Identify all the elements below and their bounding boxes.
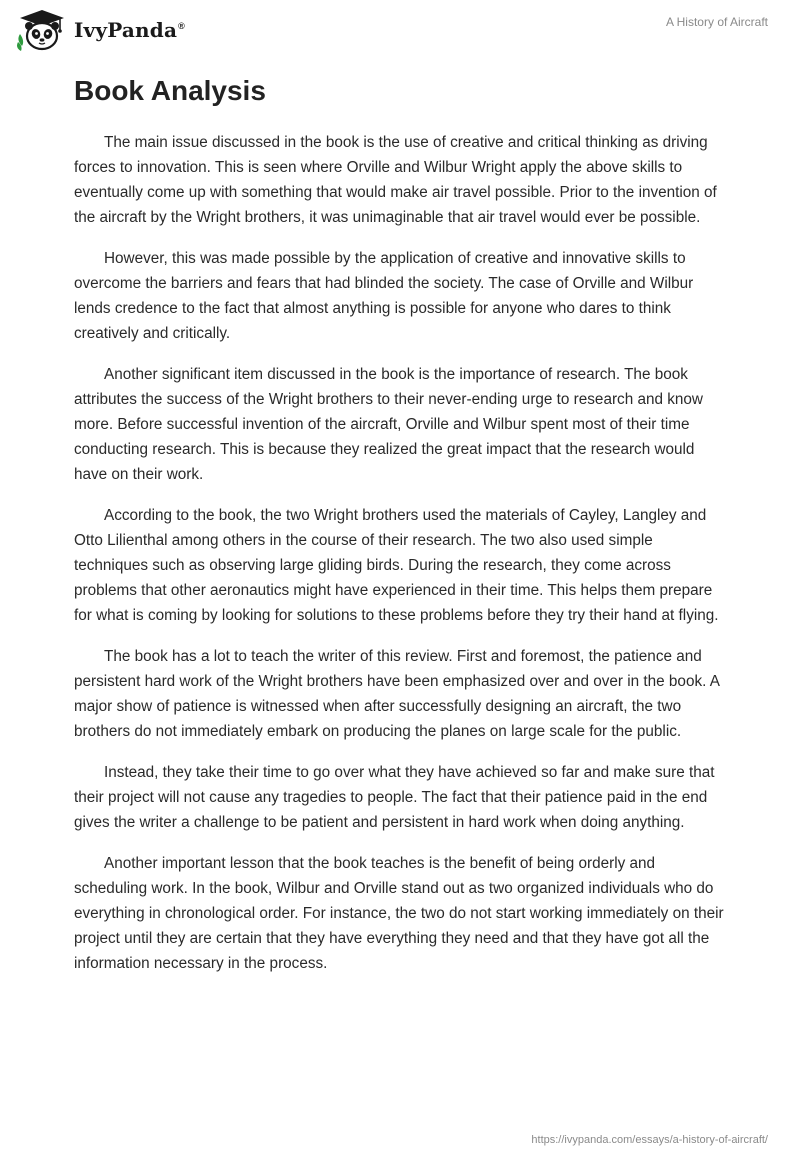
paragraph: The main issue discussed in the book is the use of creative and critical thinking as driving forces to innovation. This is seen where Orville and Wilbur Wright apply the above skills to eventually come up with something that would make air travel possible. Prior to the invention of the aircraft by the Wright brothers, it was unimaginable that air travel would ever be possible.	[74, 134, 717, 226]
page-header	[0, 0, 800, 60]
brand-logo[interactable]	[16, 8, 185, 52]
registered-mark: ®	[178, 21, 185, 32]
paragraph: The book has a lot to teach the writer of this review. First and foremost, the patience and persistent hard work of the Wright brothers have been emphasized over and over in the book. A major show of patience is witnessed when after successfully designing an aircraft, the two brothers do not immediately embark on producing the planes on large scale for the public.	[74, 648, 720, 740]
paragraph: Instead, they take their time to go over what they have achieved so far and make sure that their project will not cause any tragedies to people. The fact that their patience paid in the end gives the writer a challenge to be patient and persistent in hard work when doing anything.	[74, 764, 715, 831]
section-heading: Book Analysis	[74, 75, 266, 106]
paragraph: According to the book, the two Wright brothers used the materials of Cayley, Langley and Otto Lilienthal among others in the course of their research. The two also used simple techniques such as observing large gliding birds. During the research, they come across problems that other aeronautics might have experienced in their time. This helps them prepare for what is coming by looking for solutions to these problems before they try their hand at flying.	[74, 507, 719, 624]
paragraph: However, this was made possible by the application of creative and innovative skills to overcome the barriers and fears that had blinded the society. The case of Orville and Wilbur lends credence to the fact that almost anything is possible for anyone who dares to think creatively and critically.	[74, 250, 694, 342]
document-title: A History of Aircraft	[665, 15, 768, 29]
source-url-link[interactable]: https://ivypanda.com/essays/a-history-of-aircraft/	[531, 1134, 768, 1146]
paragraph: Another important lesson that the book teaches is the benefit of being orderly and scheduling work. In the book, Wilbur and Orville stand out as two organized individuals who do everything in chronological order. For instance, the two do not start working immediately on their project until they are certain that they have everything they need and that they have got all the information necessary in the process.	[74, 855, 724, 972]
brand-name: IvyPanda®	[74, 18, 185, 42]
article-body	[74, 74, 726, 992]
panda-graduate-icon	[16, 8, 68, 52]
paragraph: Another significant item discussed in the book is the importance of research. The book attributes the success of the Wright brothers to their never-ending urge to research and know more. Before successful invention of the aircraft, Orville and Wilbur spent most of their time conducting research. This is because they realized the great impact that the research would have on their work.	[74, 366, 703, 483]
